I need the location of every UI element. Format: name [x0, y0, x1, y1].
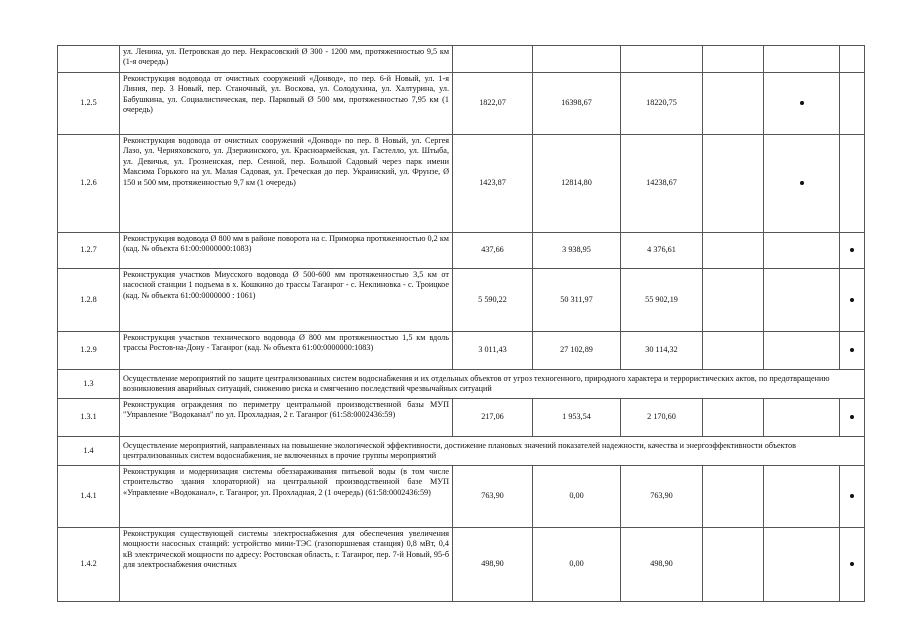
row-number: 1.2.7 [58, 233, 120, 269]
table-row [58, 399, 865, 437]
section-title: Осуществление мероприятий, направленных на повышение экологической эффективности, достижение плановых значений показателей надежности, качества и энергоэффективности объектов централизованных систем водоснабжения, не включенных в прочие группы мероприятий [120, 437, 865, 466]
row-description: Реконструкция существующей системы электроснабжения для обеспечения увеличения мощности насосных станций: устройство мини-ТЭС (газопоршневая станция) 0,8 мВт, 0,4 кВ электрической мощности по адресу: Ростовская область, г. Таганрог, пер. 7-й Новый, 95-б для электроснабжения очистных [120, 528, 453, 602]
row-number: 1.2.6 [58, 135, 120, 233]
value-3: 18220,75 [621, 73, 703, 135]
row-number: 1.2.9 [58, 332, 120, 370]
value-3: 55 902,19 [621, 269, 703, 332]
table-row [58, 332, 865, 370]
bullet-mark-icon [850, 494, 854, 498]
section-title: Осуществление мероприятий по защите централизованных систем водоснабжения и их отдельных объектов от угроз техногенного, природного характера и террористических актов, по предотвращению возникновения аварийных ситуаций, снижению риска и смягчению последствий чрезвычайных ситуаций [120, 370, 865, 399]
row-number: 1.4.2 [58, 528, 120, 602]
value-1: 763,90 [453, 466, 533, 528]
bullet-mark-icon [800, 181, 804, 185]
row-description: Реконструкция ограждения по периметру центральной производственной базы МУП "Управление "Водоканал" по ул. Прохладная, 2 г. Таганрог (61:58:0002436:59) [120, 399, 453, 437]
value-3: 14238,67 [621, 135, 703, 233]
table-row [58, 269, 865, 332]
section-number: 1.3 [58, 370, 120, 399]
value-2: 1 953,54 [533, 399, 621, 437]
value-1: 3 011,43 [453, 332, 533, 370]
status-mark-cell [764, 73, 840, 135]
value-3: 763,90 [621, 466, 703, 528]
row-description: Реконструкция водовода от очистных сооружений «Донвод» по пер. 8 Новый, ул. Сергея Лазо, ул. Черняховского, ул. Дзержинского, ул. Красноармейская, ул. Гастелло, ул. Штыба, ул. Девичья, ул. Грозненская, пер. Сенной, пер. Большой Садовый через парк имени Максима Горького на ул. Малая Садовая, ул. Греческая до пер. Украинский, ул. Фрунзе, Ø 150 и 500 мм, протяженностью 9,7 км (1 очередь) [120, 135, 453, 233]
value-3: 4 376,61 [621, 233, 703, 269]
value-1: 5 590,22 [453, 269, 533, 332]
bullet-mark-icon [850, 562, 854, 566]
bullet-mark-icon [850, 348, 854, 352]
value-3: 30 114,32 [621, 332, 703, 370]
table-row [58, 73, 865, 135]
row-number [58, 46, 120, 73]
table-row [58, 466, 865, 528]
bullet-mark-icon [800, 101, 804, 105]
status-mark-cell [764, 135, 840, 233]
value-3 [621, 46, 703, 73]
row-number: 1.2.8 [58, 269, 120, 332]
table-row [58, 46, 865, 73]
value-2: 0,00 [533, 466, 621, 528]
value-1: 1423,87 [453, 135, 533, 233]
value-2: 16398,67 [533, 73, 621, 135]
value-1: 498,90 [453, 528, 533, 602]
section-row [58, 370, 865, 399]
row-description: ул. Ленина, ул. Петровская до пер. Некрасовский Ø 300 - 1200 мм, протяженностью 9,5 км (1-я очередь) [120, 46, 453, 73]
row-description: Реконструкция участков технического водовода Ø 800 мм протяженностью 1,5 км вдоль трассы Ростов-на-Дону - Таганрог (кад. № объекта 61:00:0000000:1083) [120, 332, 453, 370]
investment-program-table [57, 45, 865, 602]
row-description: Реконструкция и модернизация системы обеззараживания питьевой воды (в том числе строительство здания хлораторной) на центральной производственной базе МУП «Управление «Водоканал», г. Таганрог, ул. Прохладная, 2 (1 очередь) (61:58:0002436:59) [120, 466, 453, 528]
value-1: 217,06 [453, 399, 533, 437]
row-description: Реконструкция водовода от очистных сооружений «Донвод», по пер. 6-й Новый, ул. 1-я Линия, пер. 3 Новый, пер. Станочный, ул. Воскова, ул. Солодухина, ул. Халтурина, ул. Бабушкина, ул. Социалистическая, пер. Парковый Ø 500 мм, протяженностью 7,95 км (1 очередь) [120, 73, 453, 135]
value-3: 2 170,60 [621, 399, 703, 437]
bullet-mark-icon [850, 415, 854, 419]
value-1 [453, 46, 533, 73]
table-row [58, 135, 865, 233]
value-3: 498,90 [621, 528, 703, 602]
status-mark-cell [840, 466, 865, 528]
value-2: 3 938,95 [533, 233, 621, 269]
status-mark-cell [840, 332, 865, 370]
value-1: 437,66 [453, 233, 533, 269]
row-number: 1.3.1 [58, 399, 120, 437]
table-row [58, 528, 865, 602]
bullet-mark-icon [850, 248, 854, 252]
row-number: 1.2.5 [58, 73, 120, 135]
row-description: Реконструкция участков Миусского водовода Ø 500-600 мм протяженностью 3,5 км от насосной станции 1 подъема в х. Кошкино до трассы Таганрог - с. Неклиновка - с. Троицкое (кад. № объекта 61:00:0000000 : 1061) [120, 269, 453, 332]
status-mark-cell [840, 233, 865, 269]
value-2 [533, 46, 621, 73]
status-mark-cell [840, 528, 865, 602]
value-2: 27 102,89 [533, 332, 621, 370]
value-2: 50 311,97 [533, 269, 621, 332]
value-2: 12814,80 [533, 135, 621, 233]
section-number: 1.4 [58, 437, 120, 466]
row-number: 1.4.1 [58, 466, 120, 528]
row-description: Реконструкция водовода Ø 800 мм в районе поворота на с. Приморка протяженностью 0,2 км (кад. № объекта 61:00:0000000:1083) [120, 233, 453, 269]
value-1: 1822,07 [453, 73, 533, 135]
value-2: 0,00 [533, 528, 621, 602]
section-row [58, 437, 865, 466]
status-mark-cell [840, 269, 865, 332]
bullet-mark-icon [850, 298, 854, 302]
status-mark-cell [840, 399, 865, 437]
table-row [58, 233, 865, 269]
